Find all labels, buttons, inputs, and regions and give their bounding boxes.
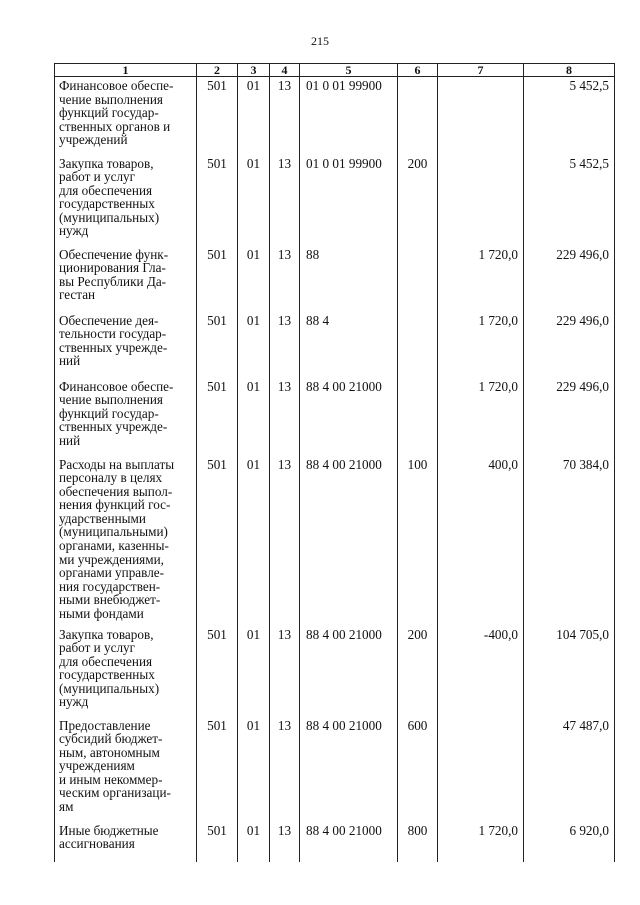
row-name: Финансовое обеспе- чение выполнения функций государ- ственных учрежде- ний: [55, 378, 197, 456]
row-col-8: 70 384,0: [524, 456, 615, 626]
header-col-3: 3: [238, 64, 270, 77]
row-col-4: 13: [270, 155, 300, 246]
table-row: [55, 626, 615, 717]
row-col-5: 88 4: [300, 312, 398, 378]
row-col-7: [438, 77, 524, 155]
row-col-6: [398, 378, 438, 456]
row-col-5: 01 0 01 99900: [300, 155, 398, 246]
row-col-6: 200: [398, 626, 438, 717]
row-col-3: 01: [238, 246, 270, 312]
header-col-5: 5: [300, 64, 398, 77]
row-col-2: 501: [197, 155, 238, 246]
row-col-8: 229 496,0: [524, 378, 615, 456]
row-col-5: 88 4 00 21000: [300, 378, 398, 456]
row-col-2: 501: [197, 626, 238, 717]
row-name: Закупка товаров, работ и услуг для обеспечения государственных (муниципальных) нужд: [55, 155, 197, 246]
row-col-8: 5 452,5: [524, 77, 615, 155]
row-name: Обеспечение дея- тельности государ- ственных учрежде- ний: [55, 312, 197, 378]
row-col-3: 01: [238, 626, 270, 717]
row-col-6: 800: [398, 822, 438, 862]
row-col-3: 01: [238, 822, 270, 862]
row-name: Обеспечение функ- ционирования Гла- вы Республики Да- гестан: [55, 246, 197, 312]
row-col-7: -400,0: [438, 626, 524, 717]
row-col-5: 88: [300, 246, 398, 312]
row-col-2: 501: [197, 822, 238, 862]
row-col-7: 1 720,0: [438, 822, 524, 862]
row-col-7: [438, 717, 524, 822]
row-col-3: 01: [238, 378, 270, 456]
header-col-2: 2: [197, 64, 238, 77]
table-row: [55, 77, 615, 155]
row-col-4: 13: [270, 456, 300, 626]
header-col-4: 4: [270, 64, 300, 77]
row-col-4: 13: [270, 717, 300, 822]
row-col-2: 501: [197, 312, 238, 378]
table-row: [55, 246, 615, 312]
table-row: [55, 456, 615, 626]
header-row: [55, 64, 615, 77]
row-col-4: 13: [270, 378, 300, 456]
table-body: [55, 77, 615, 862]
row-col-3: 01: [238, 312, 270, 378]
budget-table: [54, 63, 615, 862]
row-col-5: 88 4 00 21000: [300, 456, 398, 626]
row-name: Закупка товаров, работ и услуг для обеспечения государственных (муниципальных) нужд: [55, 626, 197, 717]
row-col-5: 88 4 00 21000: [300, 717, 398, 822]
table-row: [55, 155, 615, 246]
row-col-4: 13: [270, 822, 300, 862]
table-row: [55, 717, 615, 822]
row-name: Финансовое обеспе- чение выполнения функций государ- ственных органов и учреждений: [55, 77, 197, 155]
row-col-7: 1 720,0: [438, 312, 524, 378]
row-col-2: 501: [197, 77, 238, 155]
row-col-7: 1 720,0: [438, 378, 524, 456]
header-col-7: 7: [438, 64, 524, 77]
row-col-6: [398, 77, 438, 155]
row-col-8: 229 496,0: [524, 246, 615, 312]
row-col-6: [398, 246, 438, 312]
row-col-3: 01: [238, 717, 270, 822]
row-col-4: 13: [270, 77, 300, 155]
row-col-3: 01: [238, 456, 270, 626]
row-name: Расходы на выплаты персоналу в целях обеспечения выпол- нения функций гос- ударственными (муниципальными) органами, казенны- ми учреждениями, органами управле- ния государствен- ными внебюджет- ными фондами: [55, 456, 197, 626]
row-col-2: 501: [197, 378, 238, 456]
row-col-8: 6 920,0: [524, 822, 615, 862]
table-row: [55, 378, 615, 456]
row-name: Иные бюджетные ассигнования: [55, 822, 197, 862]
table-row: [55, 312, 615, 378]
row-col-6: 200: [398, 155, 438, 246]
row-col-5: 88 4 00 21000: [300, 626, 398, 717]
row-col-5: 88 4 00 21000: [300, 822, 398, 862]
row-col-7: [438, 155, 524, 246]
row-col-8: 47 487,0: [524, 717, 615, 822]
row-col-6: 100: [398, 456, 438, 626]
row-name: Предоставление субсидий бюджет- ным, автономным учреждениям и иным некоммер- ческим организаци- ям: [55, 717, 197, 822]
row-col-6: 600: [398, 717, 438, 822]
row-col-8: 229 496,0: [524, 312, 615, 378]
row-col-8: 104 705,0: [524, 626, 615, 717]
table-row: [55, 822, 615, 862]
row-col-3: 01: [238, 77, 270, 155]
row-col-8: 5 452,5: [524, 155, 615, 246]
row-col-6: [398, 312, 438, 378]
row-col-2: 501: [197, 456, 238, 626]
row-col-2: 501: [197, 717, 238, 822]
row-col-3: 01: [238, 155, 270, 246]
row-col-4: 13: [270, 312, 300, 378]
header-col-6: 6: [398, 64, 438, 77]
row-col-4: 13: [270, 626, 300, 717]
page-number: 215: [311, 34, 329, 48]
row-col-4: 13: [270, 246, 300, 312]
header-col-1: 1: [55, 64, 197, 77]
row-col-7: 1 720,0: [438, 246, 524, 312]
header-col-8: 8: [524, 64, 615, 77]
row-col-5: 01 0 01 99900: [300, 77, 398, 155]
row-col-7: 400,0: [438, 456, 524, 626]
row-col-2: 501: [197, 246, 238, 312]
